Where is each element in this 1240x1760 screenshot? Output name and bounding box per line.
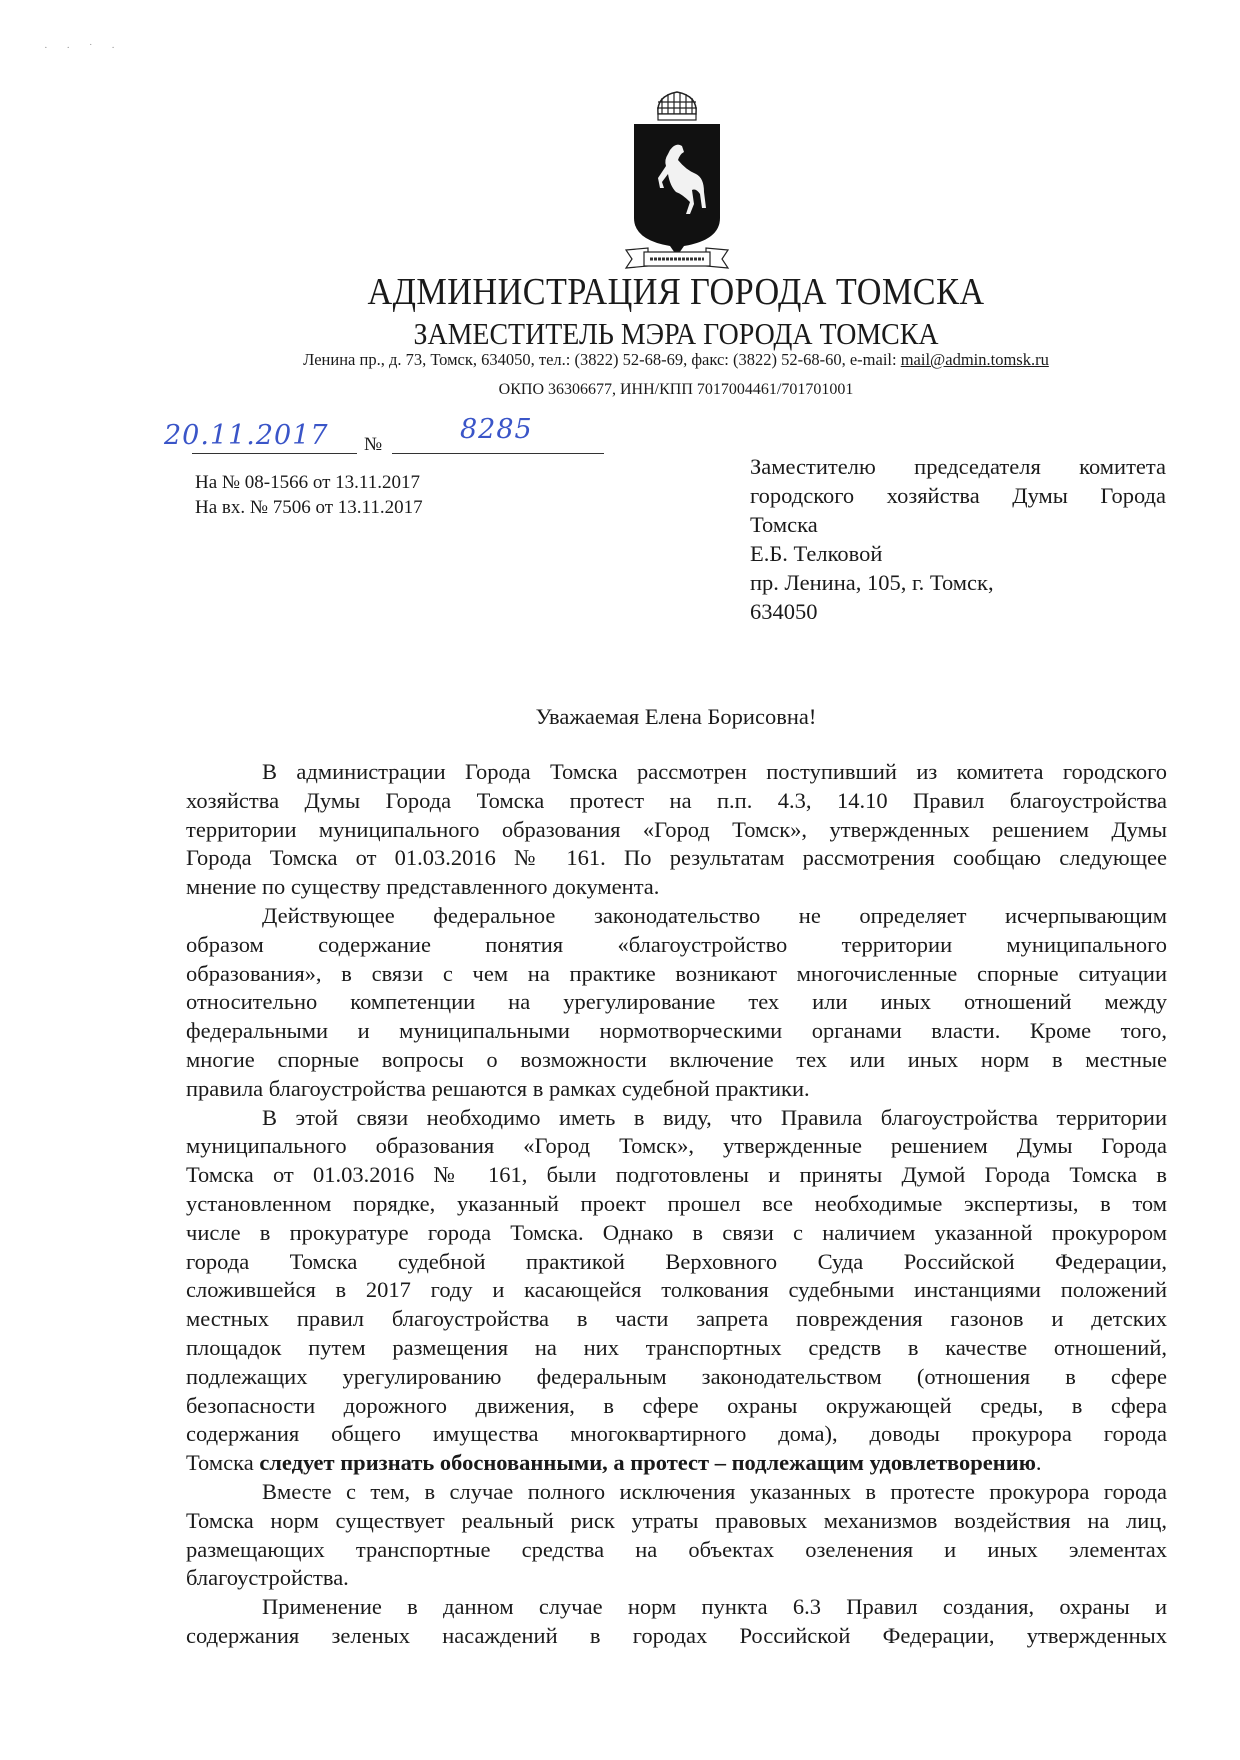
recipient-line: Томска <box>750 512 818 537</box>
recipient-line: городского хозяйства Думы Города <box>750 483 1166 508</box>
handwritten-number: 8285 <box>460 414 533 445</box>
recipient-line: 634050 <box>750 599 818 624</box>
incoming-reference: На вх. № 7506 от 13.11.2017 <box>195 497 423 518</box>
text-line: мнение по существу представленного документа. <box>186 874 660 900</box>
text-line: подлежащих урегулированию федеральным законодательством (отношения в сфере <box>186 1363 1167 1389</box>
text-line: территории муниципального образования «Город Томск», утвержденных решением Думы <box>186 816 1167 842</box>
recipient-line: Заместителю председателя комитета <box>750 454 1166 479</box>
position-title: ЗАМЕСТИТЕЛЬ МЭРА ГОРОДА ТОМСКА <box>413 316 939 351</box>
text-line: благоустройства. <box>186 1565 349 1591</box>
text-line: Томска от 01.03.2016 № 161, были подготовлены и приняты Думой Города Томска в <box>186 1162 1167 1188</box>
conclusion-plain: Томска <box>186 1450 260 1476</box>
text-line: Применение в данном случае норм пункта 6.3 Правил создания, охраны и <box>262 1594 1167 1620</box>
text-line: содержания зеленых насаждений в городах Российской Федерации, утвержденных <box>186 1622 1167 1648</box>
text-line: площадок путем размещения на них транспортных средств в качестве отношений, <box>186 1334 1167 1360</box>
crown-icon <box>657 92 697 120</box>
conclusion-end: . <box>1035 1450 1042 1476</box>
text-line: числе в прокуратуре города Томска. Однако в связи с наличием указанной прокурором <box>186 1219 1167 1245</box>
text-line: установленном порядке, указанный проект прошел все необходимые экспертизы, в том <box>186 1190 1167 1216</box>
email-link[interactable]: mail@admin.tomsk.ru <box>900 350 1049 369</box>
paragraph-3-conclusion-line <box>186 1449 1167 1478</box>
text-line: В администрации Города Томска рассмотрен поступивший из комитета городского <box>262 759 1167 784</box>
text-line: правила благоустройства решаются в рамках судебной практики. <box>186 1075 810 1101</box>
text-line: образом содержание понятия «благоустройство территории муниципального <box>186 931 1167 957</box>
paragraph-4 <box>186 1478 1167 1593</box>
text-line: Города Томска от 01.03.2016 № 161. По результатам рассмотрения сообщаю следующее <box>186 845 1167 871</box>
text-line: В этой связи необходимо иметь в виду, что Правила благоустройства территории <box>262 1104 1167 1130</box>
text-line: города Томска судебной практикой Верховного Суда Российской Федерации, <box>186 1248 1167 1274</box>
text-line: федеральными и муниципальными нормотворческими органами власти. Кроме того, <box>186 1018 1167 1044</box>
number-sign: № <box>364 434 383 455</box>
address-text: Ленина пр., д. 73, Томск, 634050, тел.: (3822) 52-68-69, факс: (3822) 52-68-60, e-mail: <box>303 350 901 369</box>
text-line: Вместе с тем, в случае полного исключения указанных в протесте прокурора города <box>262 1478 1167 1504</box>
text-line: муниципального образования «Город Томск», утвержденные решением Думы Города <box>186 1133 1167 1159</box>
recipient-line: пр. Ленина, 105, г. Томск, <box>750 570 994 595</box>
text-line: хозяйства Думы Города Томска протест на п.п. 4.3, 14.10 Правил благоустройства <box>186 787 1167 813</box>
registration-row <box>164 414 604 460</box>
organization-title: АДМИНИСТРАЦИЯ ГОРОДА ТОМСКА <box>367 271 985 313</box>
recipient-line: Е.Б. Телковой <box>750 541 883 566</box>
paragraph-1 <box>186 758 1167 902</box>
text-line: местных правил благоустройства в части запрета повреждения газонов и детских <box>186 1306 1167 1332</box>
text-line: относительно компетенции на урегулирование тех или иных отношений между <box>186 989 1167 1015</box>
conclusion-bold: следует признать обоснованными, а протест – подлежащим удовлетворению <box>259 1450 1036 1476</box>
scan-marks: · · ˙ · <box>44 42 123 54</box>
text-line: образования», в связи с чем на практике возникают многочисленные спорные ситуации <box>186 960 1167 986</box>
text-line: содержания общего имущества многоквартирного дома), доводы прокурора города <box>186 1421 1167 1447</box>
paragraph-3 <box>186 1104 1167 1450</box>
okpo-inn: ОКПО 36306677, ИНН/КПП 7017004461/701701001 <box>498 381 854 398</box>
tomsk-coat-of-arms-emblem <box>612 90 742 272</box>
text-line: безопасности дорожного движения, в сфере охраны окружающей среды, в сфера <box>186 1392 1167 1418</box>
greeting: Уважаемая Елена Борисовна! <box>535 704 817 729</box>
handwritten-date: 20.11.2017 <box>164 420 329 451</box>
text-line: многие спорные вопросы о возможности включение тех или иных норм в местные <box>186 1046 1167 1072</box>
text-line: размещающих транспортные средства на объектах озеленения и иных элементах <box>186 1536 1167 1562</box>
paragraph-2 <box>186 902 1167 1104</box>
text-line: сложившейся в 2017 году и касающейся толкования судебными инстанциями положений <box>186 1277 1167 1303</box>
text-line: Действующее федеральное законодательство не определяет исчерпывающим <box>262 902 1167 928</box>
contact-address <box>0 350 1240 370</box>
recipient-block <box>750 452 1166 626</box>
paragraph-5 <box>186 1593 1167 1651</box>
reply-reference: На № 08-1566 от 13.11.2017 <box>195 472 420 493</box>
text-line: Томска норм существует реальный риск утраты правовых механизмов воздействия на лиц, <box>186 1507 1167 1533</box>
letter-body <box>186 758 1167 1651</box>
